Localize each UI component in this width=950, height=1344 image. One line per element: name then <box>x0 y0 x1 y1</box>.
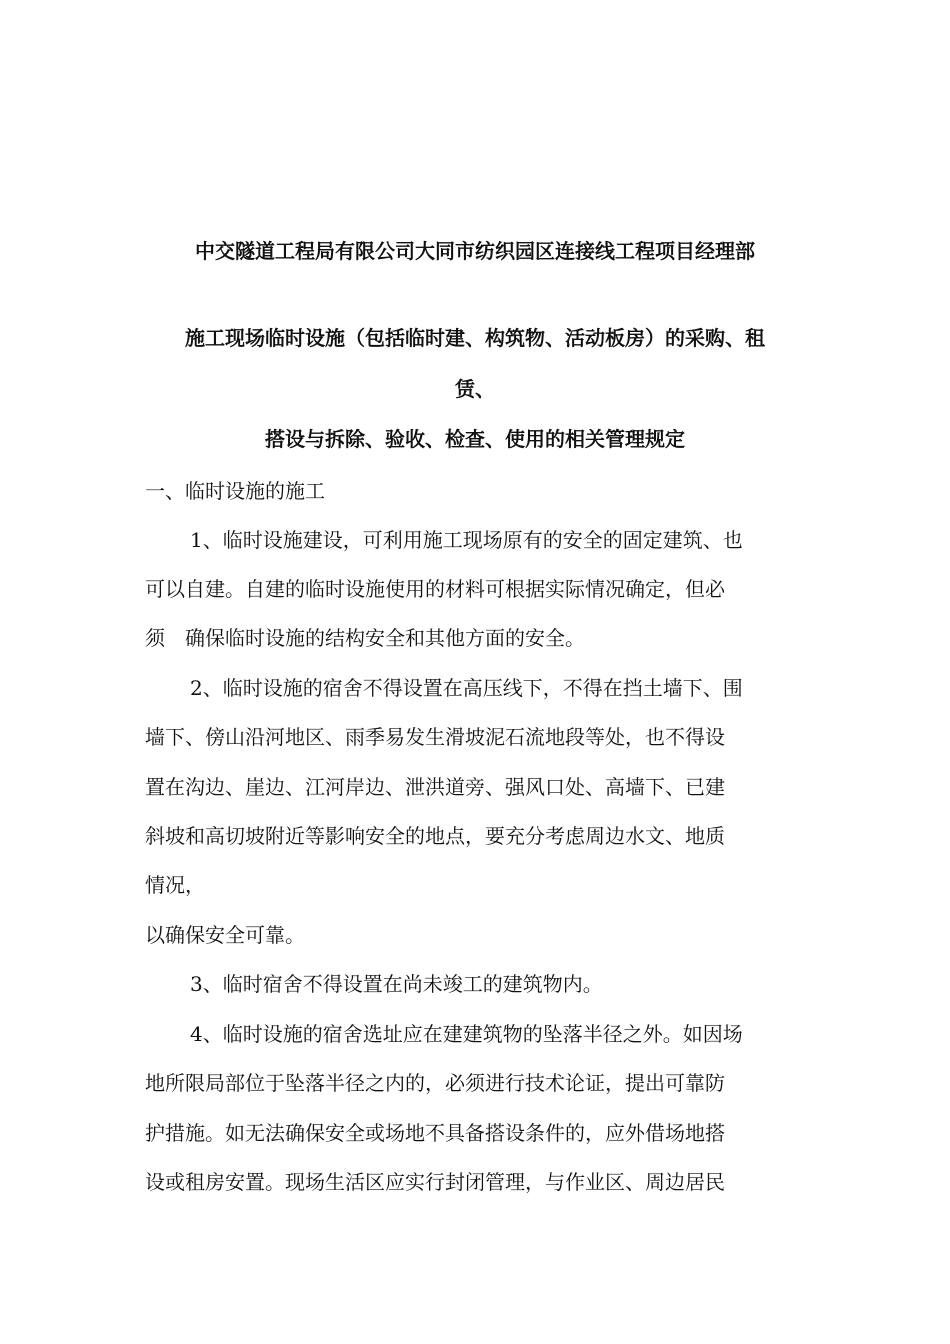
section-heading: 一、临时设施的施工 <box>145 479 325 503</box>
paragraph-line: 置在沟边、崖边、江河岸边、泄洪道旁、强风口处、高墙下、已建 <box>145 775 725 799</box>
paragraph-line: 可以自建。自建的临时设施使用的材料可根据实际情况确定，但必 <box>145 577 725 601</box>
organization-heading: 中交隧道工程局有限公司大同市纺织园区连接线工程项目经理部 <box>195 239 755 263</box>
paragraph-line: 地所限局部位于坠落半径之内的，必须进行技术论证，提出可靠防 <box>145 1071 725 1095</box>
paragraph-line: 3、临时宿舍不得设置在尚未竣工的建筑物内。 <box>190 972 603 996</box>
paragraph-line: 须 确保临时设施的结构安全和其他方面的安全。 <box>145 626 585 650</box>
title-line-3: 搭设与拆除、验收、检查、使用的相关管理规定 <box>265 427 685 451</box>
paragraph-line: 护措施。如无法确保安全或场地不具备搭设条件的，应外借场地搭 <box>145 1121 725 1145</box>
paragraph-line: 情况， <box>145 873 205 897</box>
paragraph-line: 墙下、傍山沿河地区、雨季易发生滑坡泥石流地段等处，也不得设 <box>145 725 725 749</box>
title-line-1: 施工现场临时设施（包括临时建、构筑物、活动板房）的采购、租 <box>185 326 765 350</box>
paragraph-line: 4、临时设施的宿舍选址应在建建筑物的坠落半径之外。如因场 <box>190 1022 743 1046</box>
title-line-2: 赁、 <box>455 377 495 401</box>
paragraph-line: 斜坡和高切坡附近等影响安全的地点，要充分考虑周边水文、地质 <box>145 824 725 848</box>
paragraph-line: 2、临时设施的宿舍不得设置在高压线下，不得在挡土墙下、围 <box>190 676 743 700</box>
paragraph-line: 以确保安全可靠。 <box>145 923 305 947</box>
paragraph-line: 设或租房安置。现场生活区应实行封闭管理，与作业区、周边居民 <box>145 1170 725 1194</box>
paragraph-line: 1、临时设施建设，可利用施工现场原有的安全的固定建筑、也 <box>190 528 743 552</box>
